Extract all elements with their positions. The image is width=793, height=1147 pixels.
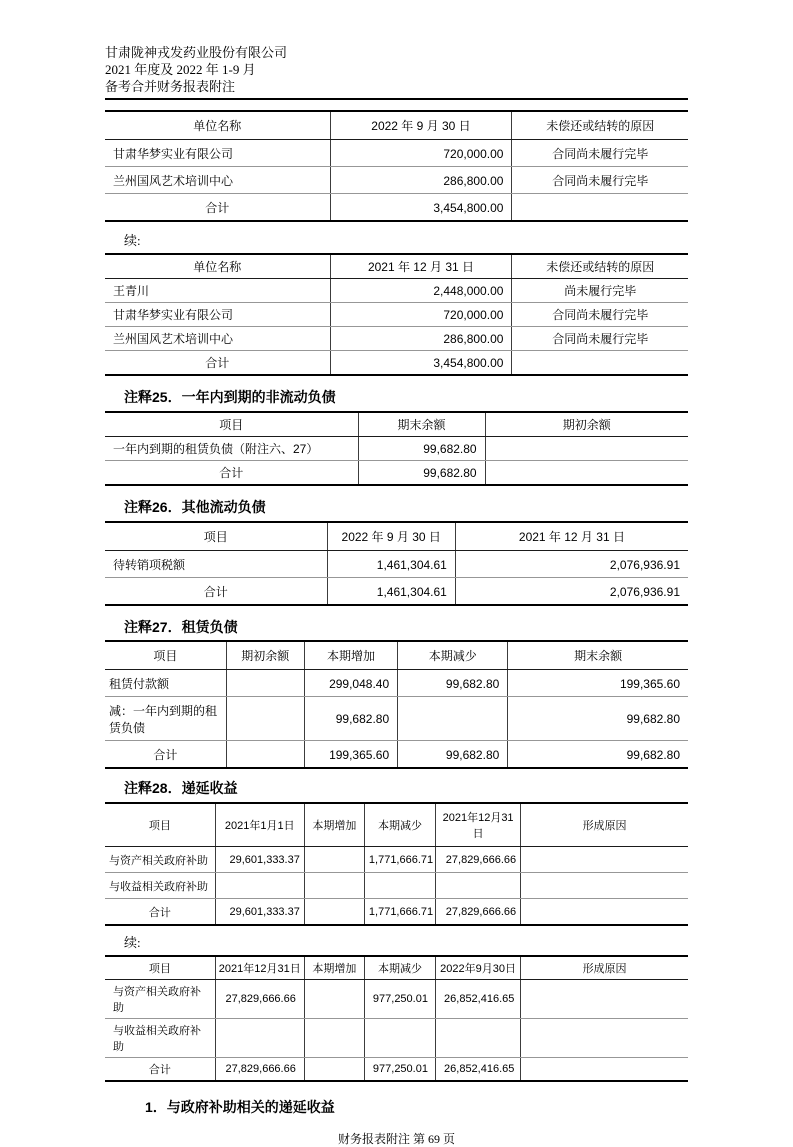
table-cell [304,847,364,873]
table-cell: 合计 [205,356,230,370]
prepayments-table-2022 [105,110,688,222]
table-row [105,899,688,926]
table-cell: 1,771,666.71 [364,899,435,926]
table-cell [512,194,688,222]
table-header-row [105,412,688,437]
column-header: 2021年12月31日 [436,803,521,847]
table-row [105,551,688,578]
table-cell: 2,448,000.00 [330,279,512,303]
column-header: 期初余额 [485,412,688,437]
column-header: 未偿还或结转的原因 [512,111,688,140]
report-title: 备考合并财务报表附注 [105,79,236,94]
column-header: 项目 [105,803,215,847]
table-cell [304,1019,364,1058]
column-header: 本期减少 [364,956,435,980]
table-cell: 待转销项税额 [105,551,327,578]
table-cell: 与资产相关政府补助 [105,980,215,1019]
table-cell [521,847,688,873]
deferred-income-table-2021 [105,802,688,926]
table-cell: 720,000.00 [330,140,512,167]
continued-label: 续: [124,935,141,950]
table-cell: 299,048.40 [304,670,397,697]
other-current-liabilities-table [105,521,688,606]
deferred-income-table-2022 [105,955,688,1082]
column-header: 单位名称 [105,254,330,279]
table-cell: 27,829,666.66 [215,1058,304,1082]
column-header: 期末余额 [358,412,485,437]
table-cell: 199,365.60 [304,741,397,769]
table-cell [436,873,521,899]
column-header: 本期增加 [304,803,364,847]
table-cell: 27,829,666.66 [436,899,521,926]
column-header: 2022 年 9 月 30 日 [327,522,455,551]
table-cell: 甘肃华梦实业有限公司 [105,303,330,327]
page-footer: 财务报表附注 第 69 页 [337,1132,455,1146]
table-cell [485,437,688,461]
table-cell [226,697,304,741]
table-header-row [105,111,688,140]
table-cell [226,670,304,697]
table-row [105,279,688,303]
table-cell: 29,601,333.37 [215,847,304,873]
column-header: 项目 [105,412,358,437]
table-cell: 合同尚未履行完毕 [512,303,688,327]
table-cell: 977,250.01 [364,1058,435,1082]
table-cell: 26,852,416.65 [436,1058,521,1082]
column-header: 2021年12月31日 [215,956,304,980]
column-header: 本期增加 [304,641,397,670]
table-cell: 1,461,304.61 [327,578,455,606]
table-row [105,670,688,697]
table-cell [304,899,364,926]
table-cell [364,873,435,899]
non-current-liabilities-due-table [105,411,688,486]
table-cell: 27,829,666.66 [215,980,304,1019]
table-cell: 与资产相关政府补助 [105,847,215,873]
table-row [105,327,688,351]
column-header: 本期减少 [398,641,508,670]
table-cell [304,980,364,1019]
table-row [105,578,688,606]
column-header: 未偿还或结转的原因 [512,254,688,279]
table-cell: 26,852,416.65 [436,980,521,1019]
table-cell: 2,076,936.91 [455,578,688,606]
table-cell: 286,800.00 [330,327,512,351]
column-header: 期末余额 [508,641,688,670]
column-header: 形成原因 [521,803,688,847]
table-cell: 合同尚未履行完毕 [512,140,688,167]
table-cell: 合计 [148,907,171,919]
table-cell: 99,682.80 [508,697,688,741]
table-cell: 1,771,666.71 [364,847,435,873]
table-cell: 合计 [219,466,244,480]
column-header: 本期增加 [304,956,364,980]
table-row [105,461,688,486]
table-cell: 27,829,666.66 [436,847,521,873]
table-cell: 与收益相关政府补助 [105,1019,215,1058]
column-header: 2021年1月1日 [215,803,304,847]
table-row [105,697,688,741]
table-row [105,437,688,461]
table-cell: 王青川 [105,279,330,303]
column-header: 期初余额 [226,641,304,670]
column-header: 项目 [105,641,226,670]
table-cell: 3,454,800.00 [330,351,512,376]
column-header: 项目 [105,956,215,980]
table-cell: 减：一年内到期的租赁负债 [105,697,226,741]
table-cell: 2,076,936.91 [455,551,688,578]
report-period: 2021 年度及 2022 年 1-9 月 [105,62,256,77]
table-header-row [105,956,688,980]
table-cell: 租赁付款额 [105,670,226,697]
table-cell [485,461,688,486]
table-cell: 1,461,304.61 [327,551,455,578]
table-row [105,1058,688,1082]
table-row [105,1019,688,1058]
table-cell: 99,682.80 [304,697,397,741]
table-cell: 29,601,333.37 [215,899,304,926]
table-cell: 3,454,800.00 [330,194,512,222]
page-content [105,44,688,1147]
column-header: 形成原因 [521,956,688,980]
table-cell [521,1019,688,1058]
column-header: 2022年9月30日 [436,956,521,980]
table-cell: 99,682.80 [358,437,485,461]
table-header-row [105,803,688,847]
column-header: 2021 年 12 月 31 日 [330,254,512,279]
table-cell: 合计 [153,748,178,762]
table-cell: 兰州国风艺术培训中心 [105,327,330,351]
table-cell: 甘肃华梦实业有限公司 [105,140,330,167]
table-cell: 尚未履行完毕 [512,279,688,303]
company-name: 甘肃陇神戎发药业股份有限公司 [105,45,288,60]
table-cell [364,1019,435,1058]
table-cell [215,1019,304,1058]
table-header-row [105,641,688,670]
table-cell [512,351,688,376]
column-header: 2021 年 12 月 31 日 [455,522,688,551]
table-cell: 兰州国风艺术培训中心 [105,167,330,194]
table-row [105,167,688,194]
table-row [105,140,688,167]
table-cell: 99,682.80 [398,741,508,769]
table-cell: 286,800.00 [330,167,512,194]
table-cell [436,1019,521,1058]
table-cell: 720,000.00 [330,303,512,327]
table-cell [304,873,364,899]
document-header [105,44,688,100]
table-row [105,351,688,376]
table-cell [215,873,304,899]
table-cell: 977,250.01 [364,980,435,1019]
column-header: 项目 [105,522,327,551]
table-row [105,980,688,1019]
table-row [105,303,688,327]
table-cell: 199,365.60 [508,670,688,697]
table-cell: 合计 [148,1064,171,1076]
table-cell [304,1058,364,1082]
table-row [105,847,688,873]
table-header-row [105,522,688,551]
table-cell: 合计 [203,585,228,599]
table-cell [521,873,688,899]
note27-heading: 注释27．租赁负债 [124,619,238,635]
note25-heading: 注释25．一年内到期的非流动负债 [124,389,336,405]
table-cell: 一年内到期的租赁负债（附注六、27） [105,437,358,461]
note28-heading: 注释28．递延收益 [124,780,238,796]
table-cell: 合同尚未履行完毕 [512,167,688,194]
table-cell: 合同尚未履行完毕 [512,327,688,351]
column-header: 单位名称 [105,111,330,140]
table-row [105,194,688,222]
table-header-row [105,254,688,279]
table-row [105,741,688,769]
table-row [105,873,688,899]
prepayments-table-2021 [105,253,688,376]
continued-label: 续: [124,233,141,248]
column-header: 本期减少 [364,803,435,847]
table-cell [226,741,304,769]
table-cell [521,899,688,926]
table-cell [398,697,508,741]
table-cell: 99,682.80 [398,670,508,697]
table-cell: 99,682.80 [508,741,688,769]
lease-liabilities-table [105,640,688,769]
table-cell: 合计 [205,201,230,215]
table-cell [521,980,688,1019]
table-cell: 与收益相关政府补助 [105,873,215,899]
column-header: 2022 年 9 月 30 日 [330,111,512,140]
government-grant-subheading: 1．与政府补助相关的递延收益 [145,1099,335,1115]
note26-heading: 注释26．其他流动负债 [124,499,266,515]
table-cell [521,1058,688,1082]
table-cell: 99,682.80 [358,461,485,486]
